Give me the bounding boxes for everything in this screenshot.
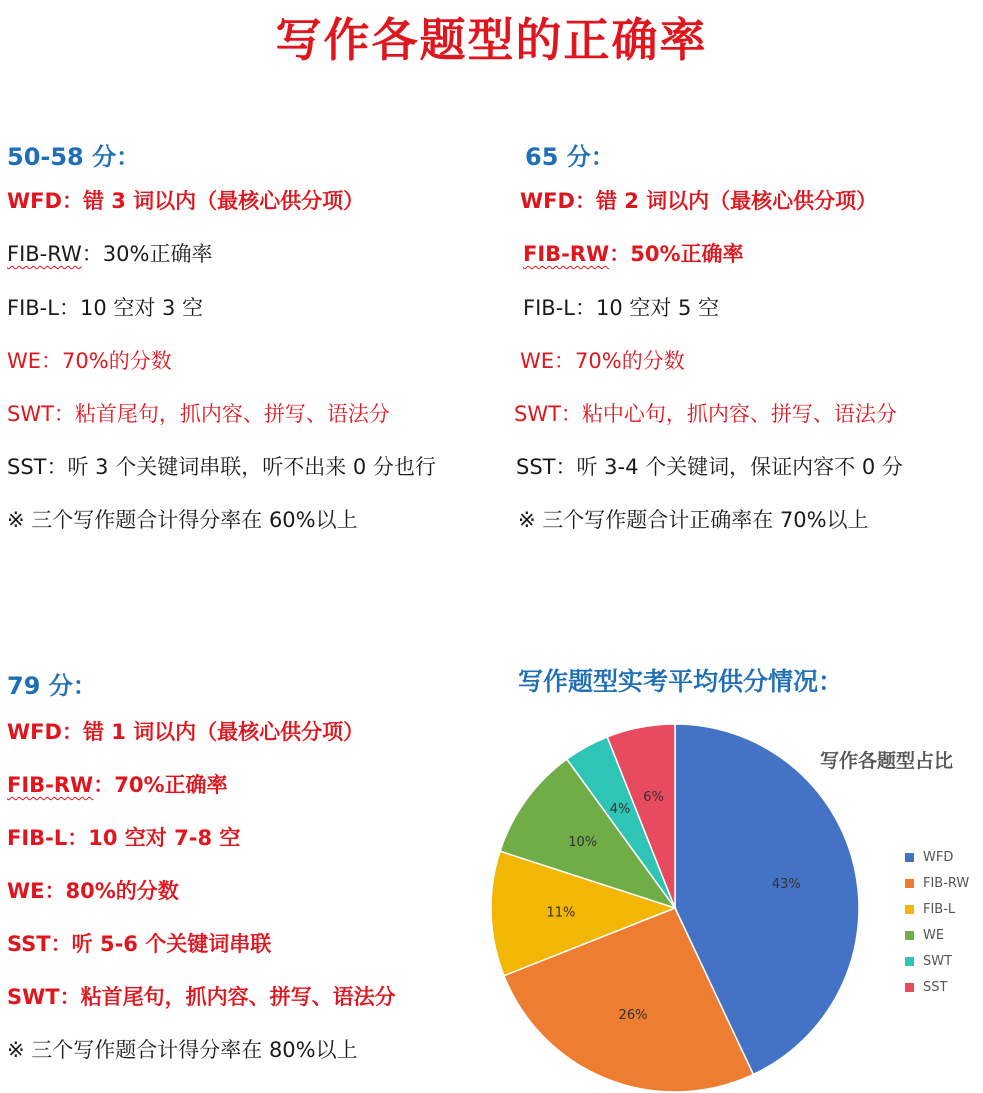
legend-item-fib-rw [905,870,969,896]
legend-swatch-wfd [905,853,914,862]
legend-swatch-we [905,931,914,940]
section-3-line-wfd: WFD： 错 1 词以内（最核心供分项） [7,718,364,746]
legend-swatch-sst [905,983,914,992]
section-3-line-fib-rw: FIB-RW： 70%正确率 [7,771,227,799]
legend-label-wfd: WFD [923,849,954,865]
section-1-heading: 50-58 分： [7,143,141,171]
pie-label-sst: 6% [643,789,664,805]
legend-item-sst [905,974,969,1000]
section-2-line-we: WE： 70%的分数 [520,347,685,375]
section-2-line-wfd: WFD： 错 2 词以内（最核心供分项） [520,187,877,215]
legend-item-fib-l [905,896,969,922]
section-2-line-swt: SWT： 粘中心句，抓内容、拼写、语法分 [514,400,897,428]
section-3-heading: 79 分： [7,672,97,700]
section-2-line-fib-rw: FIB-RW： 50%正确率 [523,240,743,268]
pie-label-we: 10% [568,834,598,850]
section-2-heading: 65 分： [525,143,615,171]
chart-heading: 写作题型实考平均供分情况： [518,667,844,696]
pie-chart [485,722,865,1093]
legend-swatch-fib-l [905,905,914,914]
pie-label-swt: 4% [609,802,631,818]
section-3-line-fib-l: FIB-L： 10 空对 7-8 空 [7,824,240,852]
legend-label-fib-rw: FIB-RW [923,875,970,891]
legend-label-swt: SWT [923,953,953,969]
legend-item-swt [905,948,969,974]
section-1-line-swt: SWT： 粘首尾句，抓内容、拼写、语法分 [7,400,390,428]
section-1-line-fib-l: FIB-L： 10 空对 3 空 [7,294,203,322]
section-1-line-fib-rw: FIB-RW： 30%正确率 [7,240,212,268]
chart-title: 写作各题型占比 [820,750,954,772]
section-1-line-sst: SST： 听 3 个关键词串联，听不出来 0 分也行 [7,453,436,481]
section-2-line-sst: SST： 听 3-4 个关键词，保证内容不 0 分 [516,453,903,481]
section-3-line-sst: SST： 听 5-6 个关键词串联 [7,930,271,958]
legend-swatch-swt [905,957,914,966]
page-title: 写作各题型的正确率 [275,13,708,67]
pie-label-wfd: 43% [771,877,801,893]
section-1-line-wfd: WFD： 错 3 词以内（最核心供分项） [7,187,364,215]
section-3-line-swt: SWT： 粘首尾句，抓内容、拼写、语法分 [7,983,396,1011]
legend-swatch-fib-rw [905,879,914,888]
legend-label-we: WE [923,927,945,943]
pie-label-fib-rw: 26% [618,1008,648,1024]
section-3-note: ※ 三个写作题合计得分率在 80%以上 [7,1038,358,1062]
section-3-line-we: WE： 80%的分数 [7,877,179,905]
legend-label-fib-l: FIB-L [923,901,956,917]
legend-item-wfd [905,844,969,870]
pie-label-fib-l: 11% [546,905,576,921]
section-1-note: ※ 三个写作题合计得分率在 60%以上 [7,508,358,532]
legend-item-we [905,922,969,948]
legend-label-sst: SST [923,979,948,995]
section-1-line-we: WE： 70%的分数 [7,347,172,375]
chart-legend [905,844,969,1000]
section-2-note: ※ 三个写作题合计正确率在 70%以上 [518,508,869,532]
section-2-line-fib-l: FIB-L： 10 空对 5 空 [523,294,719,322]
